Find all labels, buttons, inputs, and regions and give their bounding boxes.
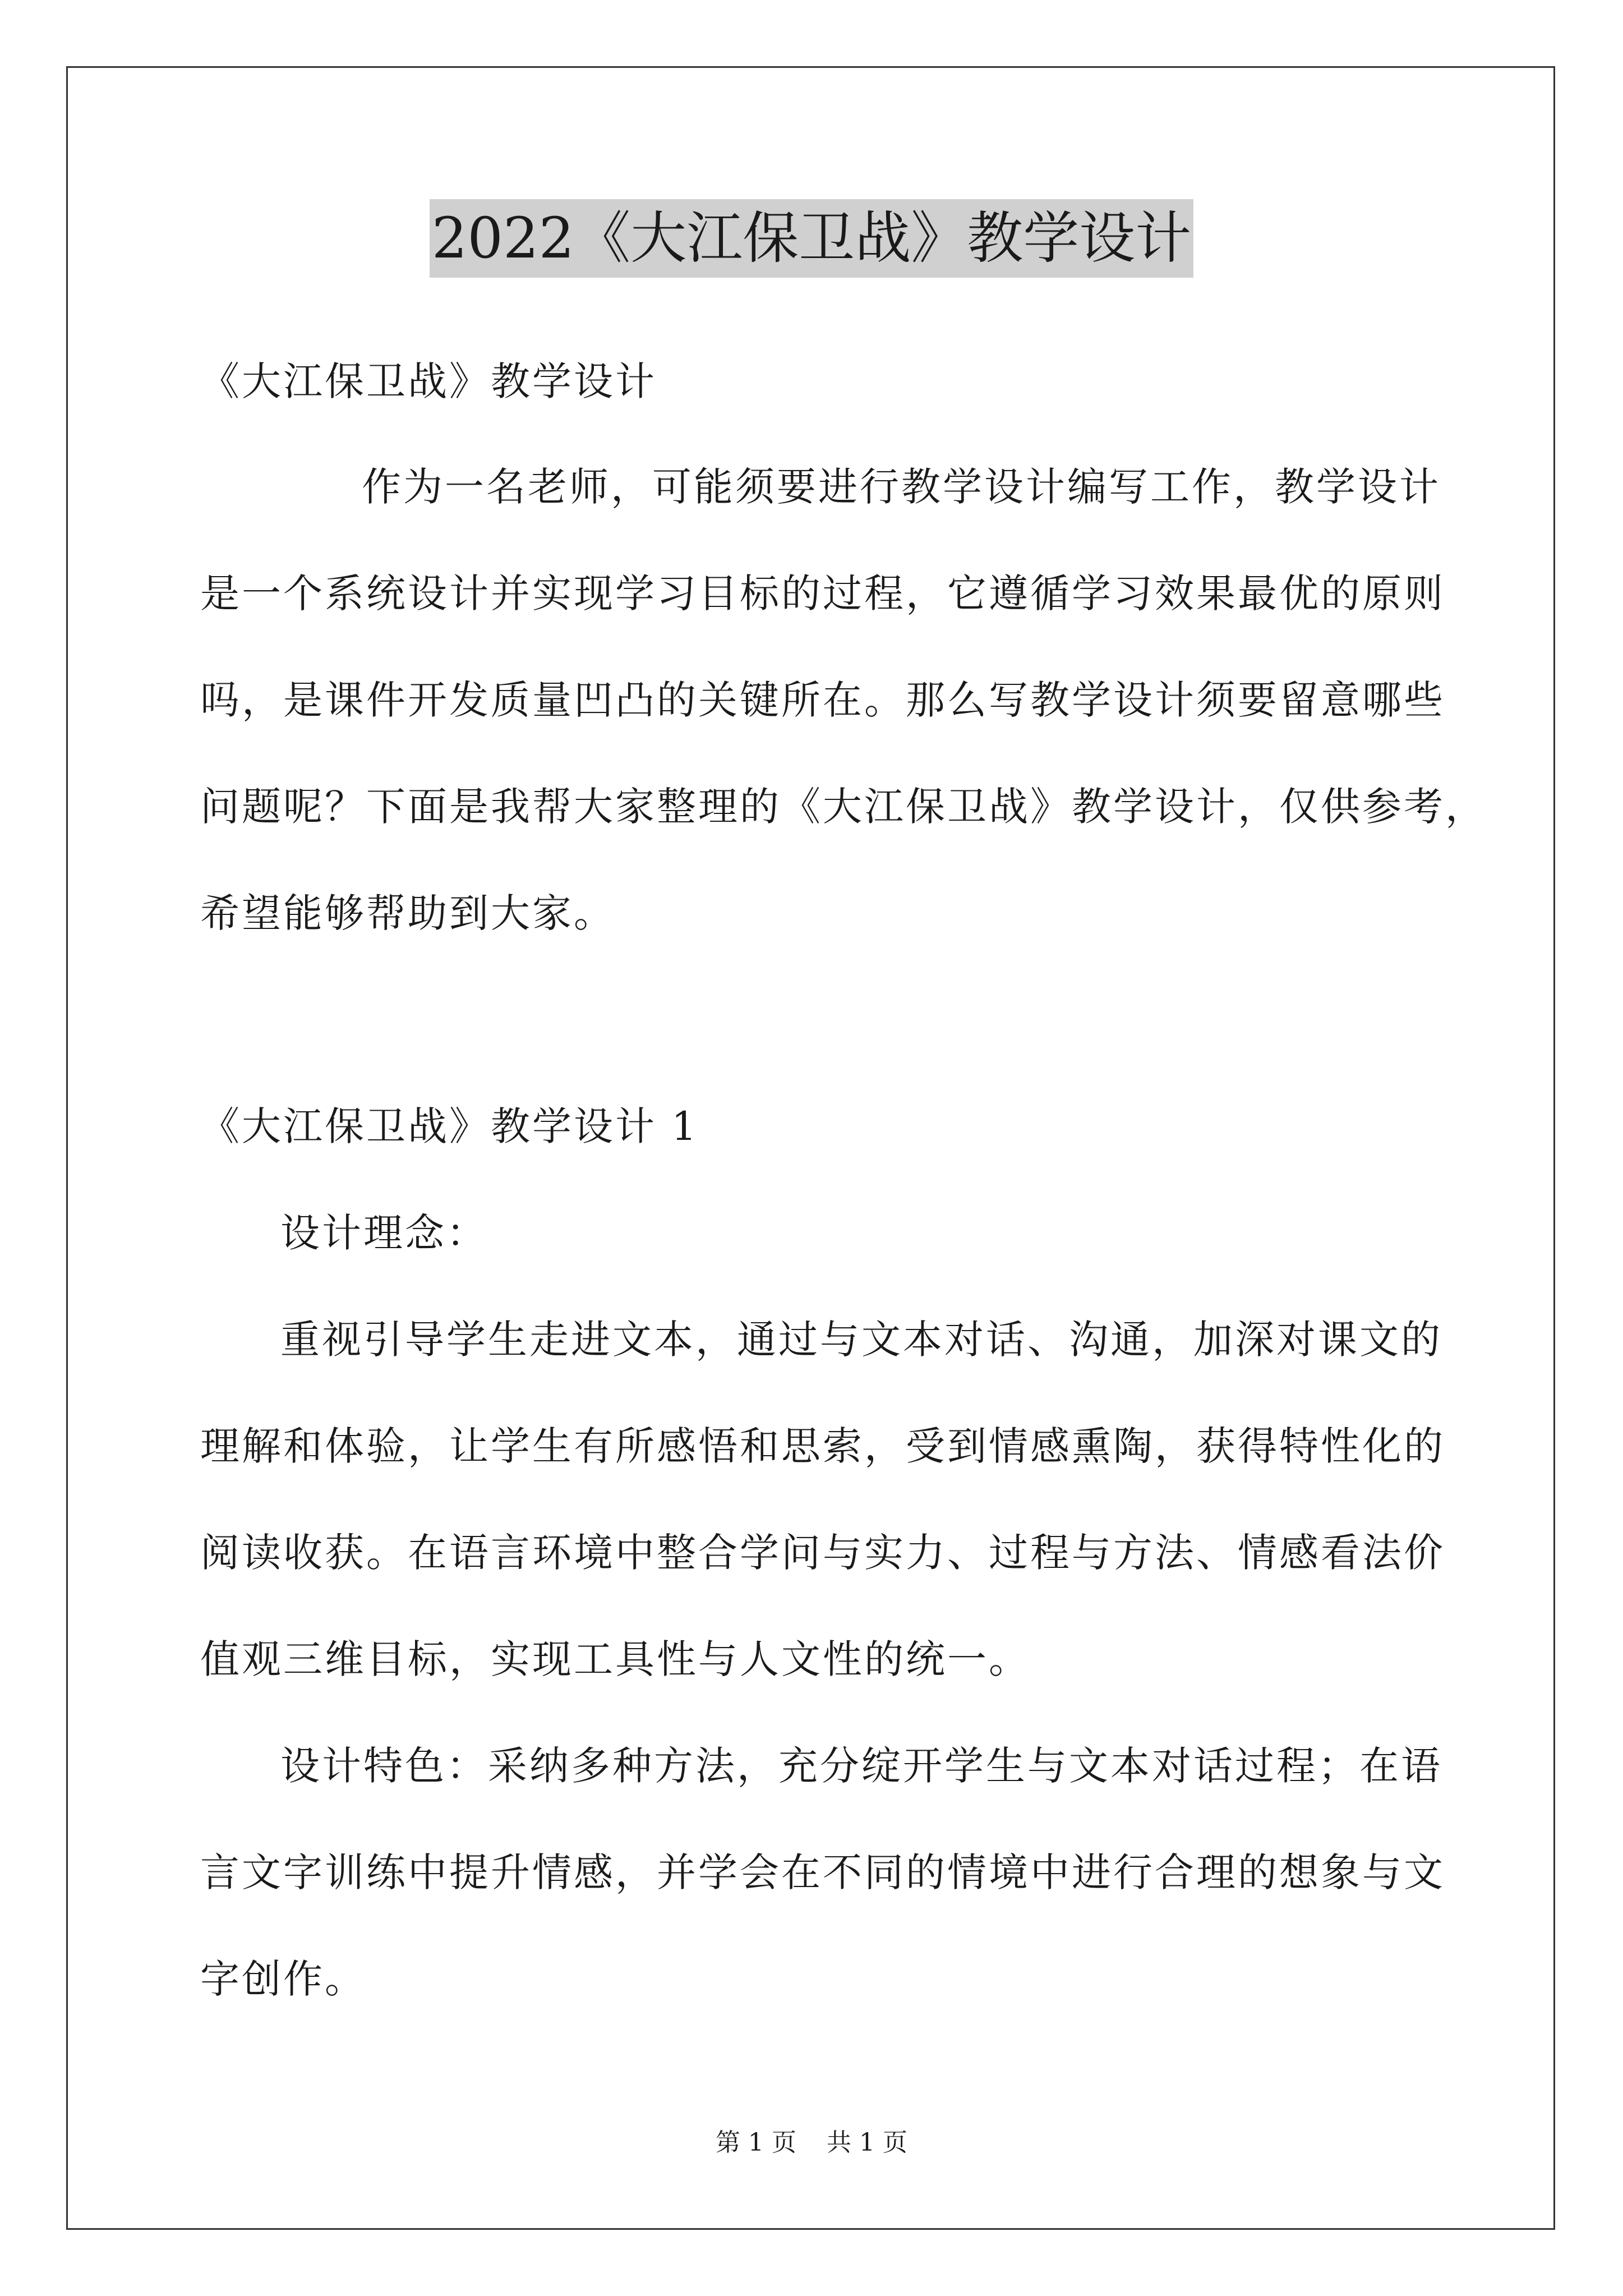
feature-line: 言文字训练中提升情感，并学会在不同的情境中进行合理的想象与文	[200, 1849, 1445, 1895]
intro-line: 问题呢？下面是我帮大家整理的《大江保卫战》教学设计，仅供参考，	[200, 784, 1487, 830]
section-heading: 《大江保卫战》教学设计 1	[200, 1103, 699, 1149]
intro-line: 是一个系统设计并实现学习目标的过程，它遵循学习效果最优的原则	[200, 570, 1445, 616]
intro-line: 吗，是课件开发质量凹凸的关键所在。那么写教学设计须要留意哪些	[200, 677, 1445, 723]
feature-line: 设计特色：采纳多种方法，充分绽开学生与文本对话过程；在语	[280, 1743, 1442, 1789]
subtitle: 《大江保卫战》教学设计	[200, 358, 657, 404]
page-total: 共 1 页	[827, 2128, 907, 2157]
page-number: 第 1 页	[716, 2128, 796, 2157]
concept-line: 重视引导学生走进文本，通过与文本对话、沟通，加深对课文的	[280, 1317, 1442, 1363]
document-title: 2022《大江保卫战》教学设计	[430, 199, 1194, 278]
page-footer	[0, 2126, 1623, 2160]
concept-label: 设计理念：	[280, 1210, 488, 1256]
concept-line: 理解和体验，让学生有所感悟和思索，受到情感熏陶，获得特性化的	[200, 1423, 1445, 1469]
concept-line: 阅读收获。在语言环境中整合学问与实力、过程与方法、情感看法价	[200, 1530, 1445, 1576]
feature-line: 字创作。	[200, 1956, 366, 2002]
intro-line: 作为一名老师，可能须要进行教学设计编写工作，教学设计	[362, 464, 1441, 510]
title-container	[0, 199, 1623, 278]
intro-line: 希望能够帮助到大家。	[200, 890, 615, 936]
concept-line: 值观三维目标，实现工具性与人文性的统一。	[200, 1636, 1030, 1682]
